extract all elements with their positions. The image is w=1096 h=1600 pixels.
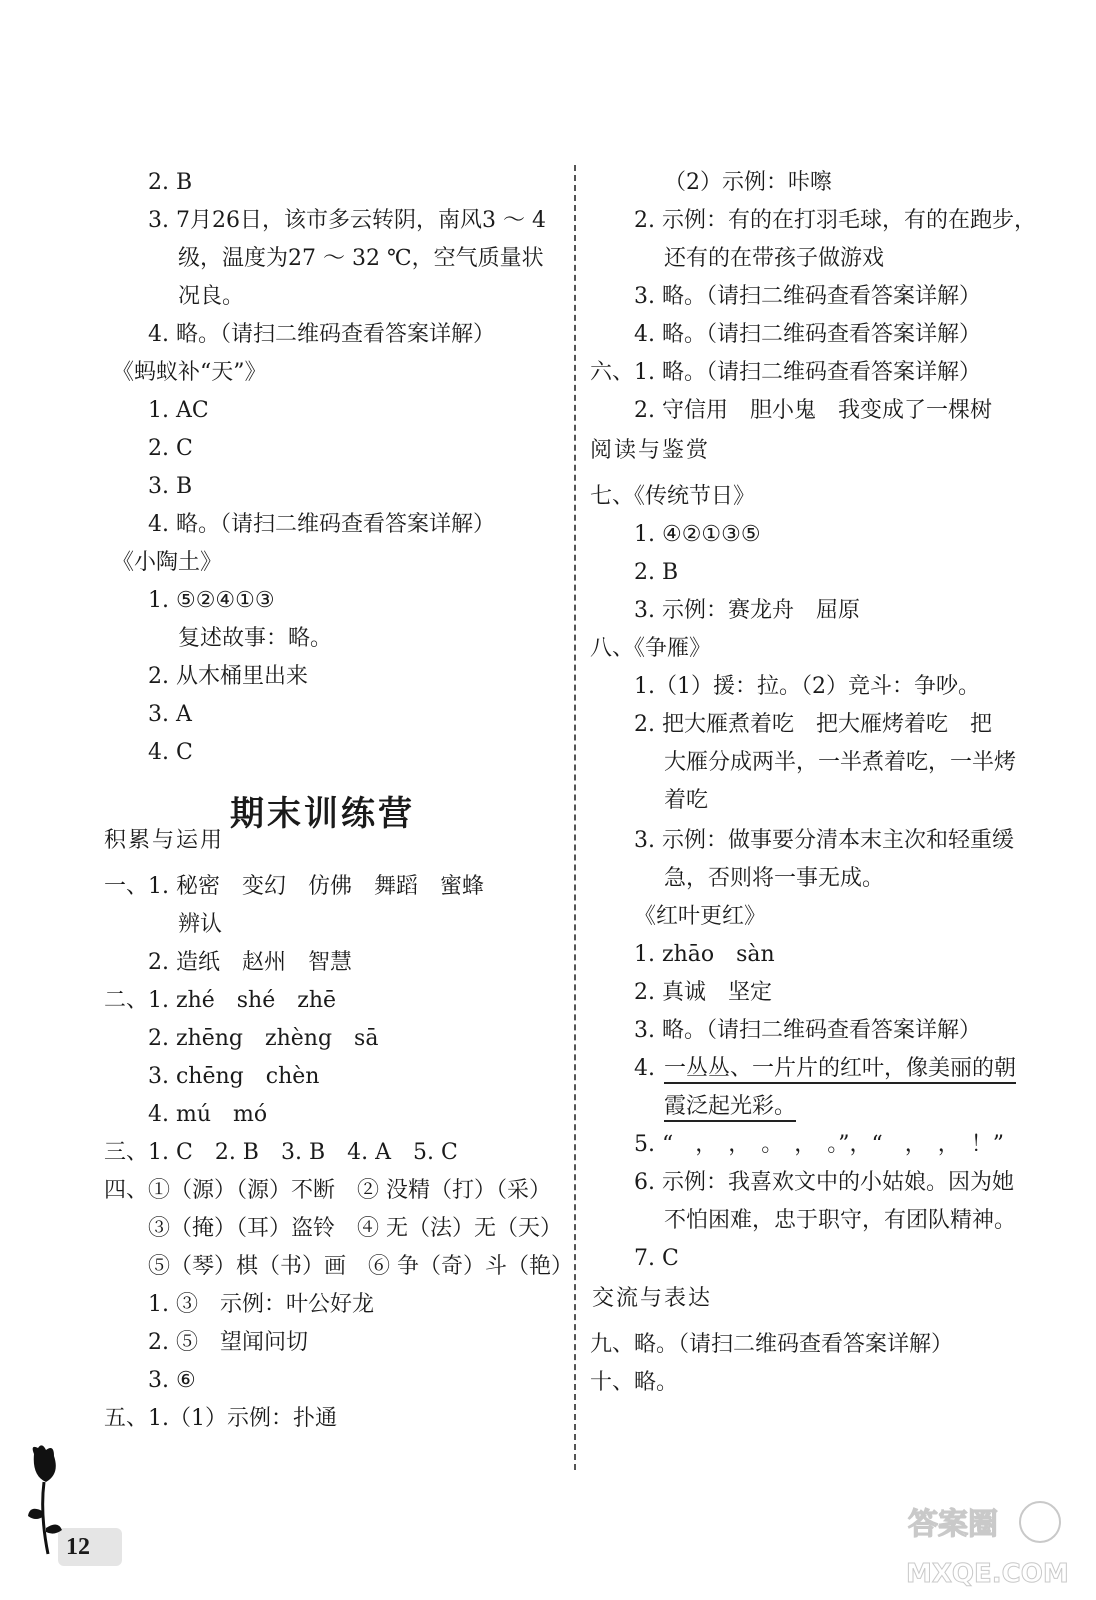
answer-line: （2）示例：咔嚓 [664,170,832,195]
answer-line: 2. 把大雁煮着吃 把大雁烤着吃 把 [634,712,992,737]
underlined-answer: 一丛丛、一片片的红叶，像美丽的朝 [664,1056,1016,1084]
answer-line: 1. zhāo sàn [634,942,775,967]
answer-line: 3. ⑥ [148,1368,196,1393]
answer-line: 一、1. 秘密 变幻 仿佛 舞蹈 蜜蜂 [104,874,484,899]
column-divider [574,165,576,1470]
subsection-heading: 积累与运用 [104,828,225,853]
answer-line: 3. 略。（请扫二维码查看答案详解） [634,1018,981,1043]
answer-line: 2. 从木桶里出来 [148,664,308,689]
answer-line: 急，否则将一事无成。 [664,866,885,891]
answer-line: 2. 真诚 坚定 [634,980,772,1005]
answer-line: 复述故事：略。 [178,626,333,651]
answer-line: 着吃 [664,788,709,813]
answer-line: 九、略。（请扫二维码查看答案详解） [590,1332,954,1357]
answer-line: 二、1. zhé shé zhē [104,988,337,1013]
answer-line: 1. ⑤②④①③ [148,588,275,613]
answer-line: 3. chēng chèn [148,1064,320,1089]
answer-line [664,1054,1016,1084]
watermark-url: MXQE.COM [906,1559,1069,1589]
answer-line: 2. C [148,436,193,461]
answer-line: 4. 略。（请扫二维码查看答案详解） [148,322,495,347]
answer-line: 4. [634,1056,655,1081]
lesson-heading: 七、《传统节日》 [590,484,756,509]
answer-line: 六、1. 略。（请扫二维码查看答案详解） [590,360,981,385]
lesson-heading: 《蚂蚁补“天”》 [112,360,267,385]
answer-line: 1. AC [148,398,209,423]
answer-line [664,1092,796,1122]
watermark-logo [900,1492,1070,1592]
answer-line: 4. 略。（请扫二维码查看答案详解） [634,322,981,347]
lesson-heading: 《小陶土》 [112,550,223,575]
answer-line: 4. mú mó [148,1102,268,1127]
subsection-heading: 交流与表达 [592,1286,713,1311]
lesson-heading: 八、《争雁》 [590,636,712,661]
answer-line: 况良。 [178,284,245,309]
answer-line: 大雁分成两半，一半煮着吃，一半烤 [664,750,1017,775]
answer-line: 3. B [148,474,193,499]
flower-icon [26,1444,66,1564]
answer-line: 3. 略。（请扫二维码查看答案详解） [634,284,981,309]
answer-line: 4. 略。（请扫二维码查看答案详解） [148,512,495,537]
answer-line: 1. ③ 示例：叶公好龙 [148,1292,374,1317]
subsection-heading: 阅读与鉴赏 [590,438,711,463]
answer-line: 6. 示例：我喜欢文中的小姑娘。因为她 [634,1170,1014,1195]
answer-line: 2. 示例：有的在打羽毛球，有的在跑步， [634,208,1036,233]
answer-line: 五、1.（1）示例：扑通 [104,1406,337,1431]
answer-line: 3. 示例：做事要分清本末主次和轻重缓 [634,828,1014,853]
answer-line: 四、①（源）（源）不断 ② 没精（打）（采） [104,1178,551,1203]
answer-line: 2. 造纸 赵州 智慧 [148,950,352,975]
answer-line: 2. zhēng zhèng sā [148,1026,379,1051]
answer-line: 2. B [634,560,679,585]
answer-line: 1. ④②①③⑤ [634,522,761,547]
answer-line: 辨认 [178,912,223,937]
answer-line: 2. B [148,170,193,195]
section-title: 期末训练营 [230,794,415,834]
answer-line: 7. C [634,1246,679,1271]
answer-line: 三、1. C 2. B 3. B 4. A 5. C [104,1140,458,1165]
answer-line: 3. 7月26日，该市多云转阴，南风3 ～ 4 [148,208,546,233]
answer-line: 2. ⑤ 望闻问切 [148,1330,308,1355]
answer-line: 2. 守信用 胆小鬼 我变成了一棵树 [634,398,992,423]
answer-line: 十、略。 [590,1370,679,1395]
underlined-answer: 霞泛起光彩。 [664,1094,796,1122]
answer-line: 3. 示例：赛龙舟 屈原 [634,598,860,623]
answer-line: 不怕困难，忠于职守，有团队精神。 [664,1208,1017,1233]
watermark-text: 答案圈 [908,1507,998,1542]
answer-line: 还有的在带孩子做游戏 [664,246,885,271]
answer-line: ⑤（琴）棋（书）画 ⑥ 争（奇）斗（艳） [148,1254,573,1279]
lesson-heading: 《红叶更红》 [634,904,767,929]
answer-line: 5. “ ， ， 。 ， 。”，“ ， ， ！” [634,1132,1004,1157]
answer-line: 3. A [148,702,192,727]
answer-line: 级，温度为27 ～ 32 ℃，空气质量状 [178,246,544,271]
answer-line: ③（掩）（耳）盗铃 ④ 无（法）无（天） [148,1216,562,1241]
page-number: 12 [66,1534,90,1560]
answer-line: 1.（1）援：拉。（2）竞斗：争吵。 [634,674,980,699]
answer-line: 4. C [148,740,193,765]
